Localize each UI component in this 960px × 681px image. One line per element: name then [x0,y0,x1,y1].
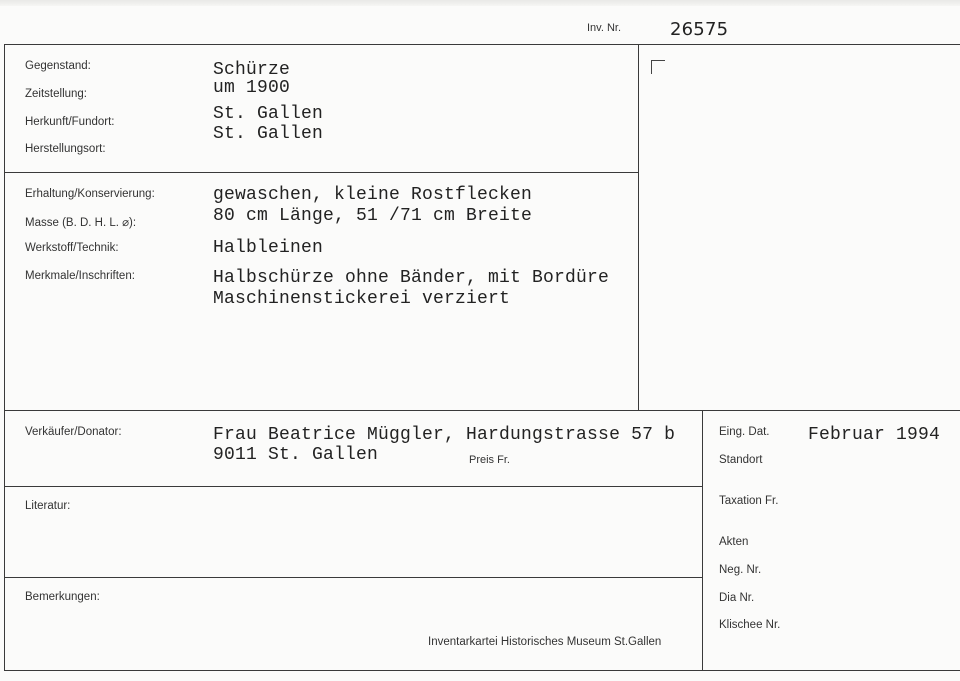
value-eing-dat: Februar 1994 [808,425,941,445]
label-masse: Masse (B. D. H. L. ⌀): [25,217,137,229]
value-masse: 80 cm Länge, 51 /71 cm Breite [213,206,533,226]
label-akten: Akten [719,536,749,548]
value-herkunft: St. Gallen [213,104,324,124]
label-gegenstand: Gegenstand: [25,60,91,72]
label-werkstoff: Werkstoff/Technik: [25,242,119,254]
label-zeitstellung: Zeitstellung: [25,88,88,100]
label-erhaltung: Erhaltung/Konservierung: [25,188,155,200]
label-herstellungsort: Herstellungsort: [25,143,106,155]
label-taxation: Taxation Fr. [719,495,779,507]
label-preis: Preis Fr. [469,454,510,466]
label-standort: Standort [719,454,763,466]
inv-nr-label: Inv. Nr. [587,22,622,34]
value-werkstoff: Halbleinen [213,238,324,258]
photo-divider [638,44,639,411]
label-verkaeufer: Verkäufer/Donator: [25,426,122,438]
divider-section3 [4,486,702,487]
label-herkunft: Herkunft/Fundort: [25,116,115,128]
divider-section4 [4,577,702,578]
value-gegenstand: Schürze [213,60,291,80]
inv-nr-value: 26575 [670,19,729,40]
value-erhaltung: gewaschen, kleine Rostflecken [213,185,533,205]
value-herstellungsort: St. Gallen [213,124,324,144]
photo-corner-mark [651,60,665,74]
card-top-edge [0,0,960,6]
value-merkmale-line2: Maschinenstickerei verziert [213,289,511,309]
bottom-border [4,670,960,671]
value-zeitstellung: um 1900 [213,78,291,98]
sidebar-divider [702,410,703,671]
label-neg-nr: Neg. Nr. [719,564,762,576]
label-klischee-nr: Klischee Nr. [719,619,781,631]
header-divider [4,44,960,45]
value-verkaeufer-line1: Frau Beatrice Müggler, Hardungstrasse 57 b [213,425,676,445]
label-bemerkungen: Bemerkungen: [25,591,100,603]
label-dia-nr: Dia Nr. [719,592,755,604]
divider-section2 [4,410,960,411]
label-eing-dat: Eing. Dat. [719,426,770,438]
footer-museum: Inventarkartei Historisches Museum St.Gallen [428,636,662,648]
label-literatur: Literatur: [25,500,71,512]
value-merkmale-line1: Halbschürze ohne Bänder, mit Bordüre [213,268,610,288]
label-merkmale: Merkmale/Inschriften: [25,270,135,282]
value-verkaeufer-line2: 9011 St. Gallen [213,445,379,465]
divider-section1 [4,172,638,173]
